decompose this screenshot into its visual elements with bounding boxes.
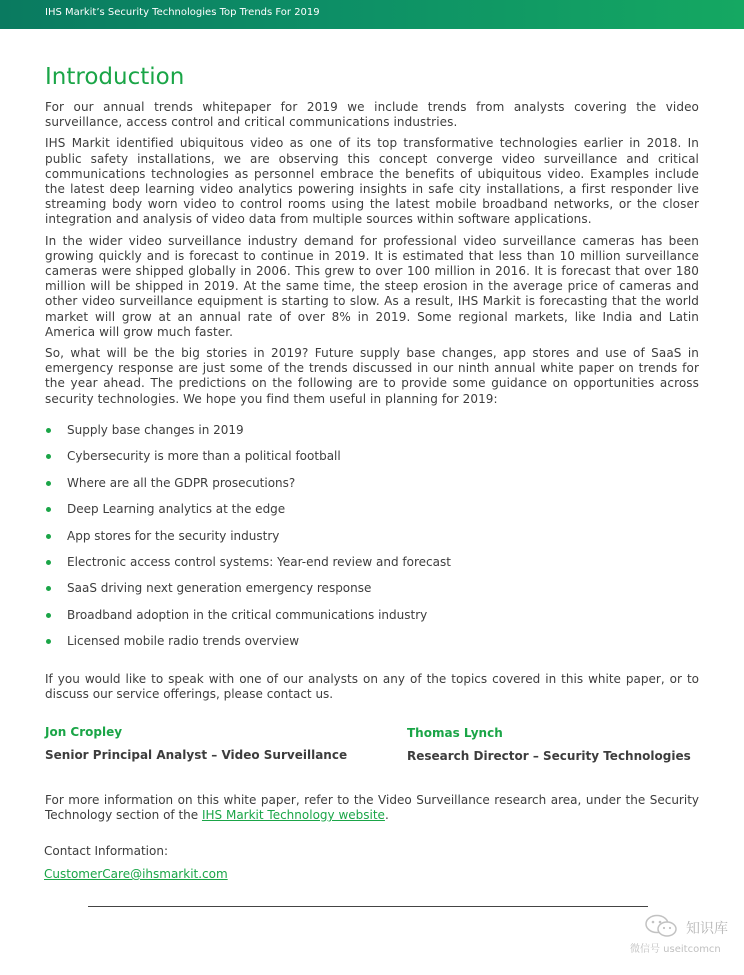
header-bar	[0, 0, 744, 29]
technology-website-link[interactable]: IHS Markit Technology website	[201, 808, 385, 823]
analyst-title: Research Director – Security Technologies	[407, 749, 691, 763]
list-item-text: Supply base changes in 2019	[67, 423, 244, 437]
intro-body	[45, 100, 699, 413]
list-item	[45, 526, 699, 552]
more-info-paragraph	[45, 793, 699, 823]
analyst-thomas-lynch	[407, 726, 691, 763]
intro-paragraph-2: IHS Markit identified ubiquitous video as one of its top transformative technologies earlier in 2018. In public safety installations, we are observing this concept converge video surveillance and critical communications technologies as personnel embrace the benefits of ubiquitous video. Examples include the latest deep learning video analytics powering insights in safe city installations, a first responder live streaming body worn video to control rooms using the latest mobile broadband networks, or the closer integration and analysis of video data from multiple sources within software applications.	[45, 136, 699, 227]
intro-paragraph-4: So, what will be the big stories in 2019? Future supply base changes, app stores and use of SaaS in emergency response are just some of the trends discussed in our ninth annual white paper on trends for the year ahead. The predictions on the following are to provide some guidance on opportunities across security technologies. We hope you find them useful in planning for 2019:	[45, 346, 699, 406]
contact-us-paragraph: If you would like to speak with one of our analysts on any of the topics covered in this white paper, or to discuss our service offerings, please contact us.	[45, 672, 699, 702]
contact-email-link[interactable]: CustomerCare@ihsmarkit.com	[44, 867, 228, 881]
list-item-text: Electronic access control systems: Year-end review and forecast	[67, 554, 451, 569]
list-item-text: Licensed mobile radio trends overview	[67, 634, 300, 649]
more-info-text: For more information on this white paper, refer to the Video Surveillance research area, under the Security Technology section of the	[45, 793, 699, 823]
bullet-dot-icon	[46, 428, 51, 433]
bullet-dot-icon	[46, 454, 51, 459]
bullet-dot-icon	[46, 586, 51, 591]
section-heading: Introduction	[45, 64, 185, 90]
bullet-dot-icon	[46, 534, 51, 539]
list-item-text: Deep Learning analytics at the edge	[67, 502, 286, 517]
list-item-text: App stores for the security industry	[67, 528, 280, 543]
bullet-dot-icon	[46, 613, 51, 618]
list-item-text: Cybersecurity is more than a political football	[67, 449, 341, 464]
document-header-title: IHS Markit’s Security Technologies Top Trends For 2019	[45, 7, 320, 18]
list-item	[45, 631, 699, 657]
list-item-text: Broadband adoption in the critical communications industry	[67, 607, 428, 622]
list-item	[45, 473, 699, 499]
intro-paragraph-1: For our annual trends whitepaper for 2019 we include trends from analysts covering the video surveillance, access control and critical communications industries.	[45, 100, 699, 130]
analyst-name: Jon Cropley	[45, 725, 123, 739]
more-info-text-end: .	[384, 808, 389, 823]
footer-divider	[88, 906, 648, 907]
watermark-subtitle: 微信号 useitcomcn	[630, 944, 721, 955]
list-item-text: Where are all the GDPR prosecutions?	[67, 475, 296, 490]
trends-list	[45, 420, 699, 658]
analyst-title: Senior Principal Analyst – Video Surveillance	[45, 748, 348, 762]
intro-paragraph-3: In the wider video surveillance industry demand for professional video surveillance cameras has been growing quickly and is forecast to continue in 2019. It is estimated that less than 10 million surveillance cameras were shipped globally in 2006. This grew to over 100 million in 2016. It is forecast that over 180 million will be shipped in 2019. At the same time, the steep erosion in the average price of cameras and other video surveillance equipment is starting to slow. As a result, IHS Markit is forecasting that the world market will grow at an annual rate of over 8% in 2019. Some regional markets, like India and Latin America will grow much faster.	[45, 233, 699, 339]
list-item	[45, 499, 699, 525]
list-item	[45, 420, 699, 446]
list-item	[45, 446, 699, 472]
bullet-dot-icon	[46, 639, 51, 644]
wechat-icon	[644, 914, 680, 942]
analyst-name: Thomas Lynch	[407, 726, 503, 740]
watermark-brand: 知识库	[686, 921, 728, 937]
list-item	[45, 552, 699, 578]
list-item-text: SaaS driving next generation emergency response	[67, 581, 372, 596]
list-item	[45, 605, 699, 631]
contact-information-label: Contact Information:	[44, 844, 169, 858]
bullet-dot-icon	[46, 481, 51, 486]
analyst-jon-cropley	[45, 725, 347, 762]
list-item	[45, 578, 699, 604]
bullet-dot-icon	[46, 560, 51, 565]
watermark	[630, 912, 740, 962]
bullet-dot-icon	[46, 507, 51, 512]
